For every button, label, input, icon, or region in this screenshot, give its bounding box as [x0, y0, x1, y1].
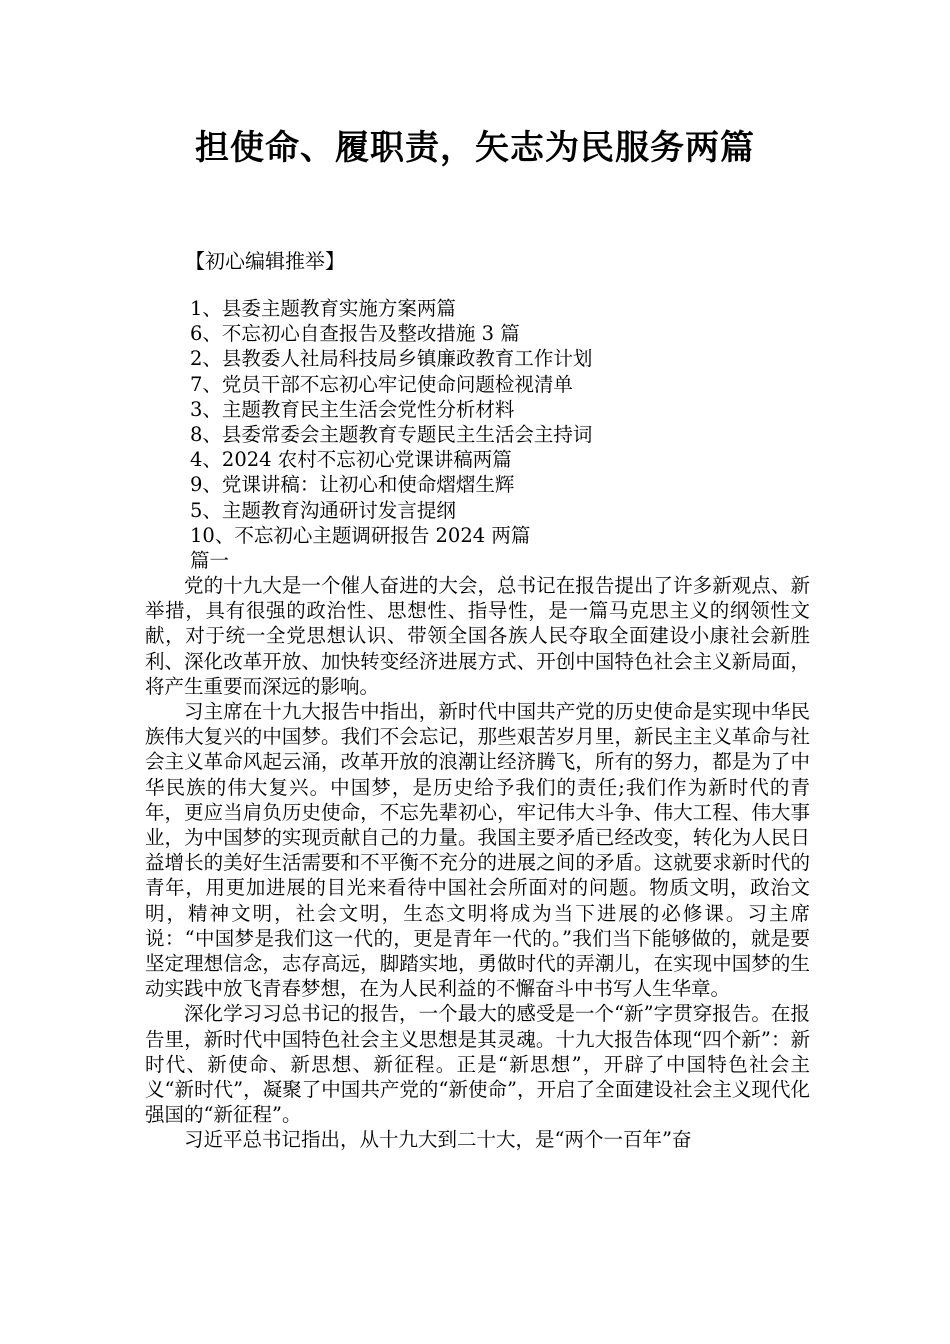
recommend-item: 6、不忘初心自查报告及整改措施 3 篇	[190, 322, 520, 346]
body-paragraph: 党的十九大是一个催人奋进的大会，总书记在报告提出了许多新观点、新举措，具有很强的政治性、思想性、指导性，是一篇马克思主义的纲领性文献，对于统一全党思想认识、带领全国各族人民夺取全面建设小康社会新胜利、深化改革开放、加快转变经济进展方式、开创中国特色社会主义新局面，将产生重要而深远的影响。	[145, 574, 810, 698]
section-label: 篇一	[190, 549, 230, 572]
recommend-item: 10、不忘初心主题调研报告 2024 两篇	[190, 523, 531, 547]
recommend-item: 5、主题教育沟通研讨发言提纲	[190, 498, 456, 522]
recommend-item: 4、2024 农村不忘初心党课讲稿两篇	[190, 448, 512, 472]
recommend-item: 7、党员干部不忘初心牢记使命问题检视清单	[190, 372, 573, 396]
body-text	[145, 573, 810, 1153]
recommend-header: 【初心编辑推举】	[185, 249, 345, 273]
recommend-item: 8、县委常委会主题教育专题民主生活会主持词	[190, 422, 593, 446]
recommend-item: 9、党课讲稿：让初心和使命熠熠生辉	[190, 473, 515, 497]
recommend-item: 2、县教委人社局科技局乡镇廉政教育工作计划	[190, 347, 593, 371]
document-title: 担使命、履职责，矢志为民服务两篇	[195, 128, 755, 168]
recommend-list	[190, 296, 592, 548]
body-paragraph: 习主席在十九大报告中指出，新时代中国共产党的历史使命是实现中华民族伟大复兴的中国梦。我们不会忘记，那些艰苦岁月里，新民主主义革命与社会主义革命风起云涌，改革开放的浪潮让经济腾飞，所有的努力，都是为了中华民族的伟大复兴。中国梦，是历史给予我们的责任;我们作为新时代的青年，更应当肩负历史使命，不忘先辈初心，牢记伟大斗争、伟大工程、伟大事业，为中国梦的实现贡献自己的力量。我国主要矛盾已经改变，转化为人民日益增长的美好生活需要和不平衡不充分的进展之间的矛盾。这就要求新时代的青年，用更加进展的目光来看待中国社会所面对的问题。物质文明，政治文明，精神文明，社会文明，生态文明将成为当下进展的必修课。习主席说：“中国梦是我们这一代的，更是青年一代的。”我们当下能够做的，就是要坚定理想信念，志存高远，脚踏实地，勇做时代的弄潮儿，在实现中国梦的生动实践中放飞青春梦想，在为人民利益的不懈奋斗中书写人生华章。	[145, 700, 810, 1001]
recommend-item: 3、主题教育民主生活会党性分析材料	[190, 397, 515, 421]
body-paragraph: 习近平总书记指出，从十九大到二十大，是“两个一百年”奋	[184, 1128, 692, 1152]
recommend-item: 1、县委主题教育实施方案两篇	[190, 297, 456, 320]
body-paragraph: 深化学习习总书记的报告，一个最大的感受是一个“新”字贯穿报告。在报告里，新时代中国特色社会主义思想是其灵魂。十九大报告体现“四个新”：新时代、新使命、新思想、新征程。正是“新思想”，开辟了中国特色社会主义“新时代”，凝聚了中国共产党的“新使命”，开启了全面建设社会主义现代化强国的“新征程”。	[145, 1002, 810, 1127]
